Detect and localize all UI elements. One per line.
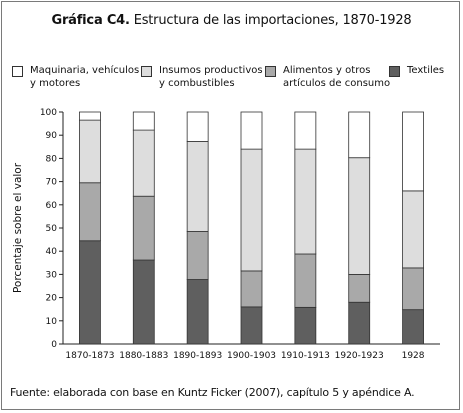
bar-segment-3-1880-1883 — [133, 130, 154, 196]
bar-segment-4-1880-1883 — [133, 112, 154, 130]
y-tick-label: 20 — [45, 293, 57, 304]
bar-segment-1-1910-1913 — [295, 307, 316, 344]
y-tick-label: 50 — [45, 224, 57, 234]
x-tick-label: 1920-1923 — [334, 351, 384, 361]
bar-segment-1-1880-1883 — [133, 260, 154, 344]
bar-segment-3-1890-1893 — [187, 141, 208, 231]
bar-segment-3-1900-1903 — [241, 149, 262, 271]
y-tick-label: 70 — [45, 177, 57, 188]
legend-label-maquinaria: Maquinaria, vehículos y motores — [30, 65, 140, 89]
y-axis-label: Porcentaje sobre el valor — [12, 162, 24, 294]
x-tick-label: 1870-1873 — [65, 351, 115, 361]
bar-segment-4-1890-1893 — [187, 112, 208, 141]
y-tick-label: 30 — [45, 270, 57, 281]
y-tick-label: 0 — [51, 340, 57, 350]
bar-segment-3-1870-1873 — [79, 120, 100, 183]
bar-segment-4-1920-1923 — [349, 112, 370, 158]
source-note: Fuente: elaborada con base en Kuntz Ficker (2007), capítulo 5 y apéndice A. — [10, 386, 415, 399]
chart-title-text: Estructura de las importaciones, 1870-1928 — [133, 13, 412, 28]
bar-segment-1-1900-1903 — [241, 307, 262, 344]
bar-segment-1-1870-1873 — [79, 241, 100, 344]
y-tick-label: 40 — [45, 247, 57, 258]
y-tick-label: 60 — [45, 200, 57, 211]
y-tick-label: 80 — [45, 154, 57, 165]
bar-segment-1-1928 — [403, 310, 424, 344]
bar-segment-2-1928 — [403, 268, 424, 310]
bar-segment-3-1928 — [403, 191, 424, 268]
bar-segment-2-1900-1903 — [241, 271, 262, 307]
bar-segment-4-1910-1913 — [295, 112, 316, 149]
x-tick-label: 1890-1893 — [173, 351, 223, 361]
chart-title-prefix: Gráfica C4. — [51, 13, 130, 28]
bar-segment-1-1920-1923 — [349, 302, 370, 344]
x-tick-label: 1880-1883 — [119, 351, 169, 361]
legend-label-alimentos: Alimentos y otros artículos de consumo — [283, 65, 391, 89]
bar-segment-1-1890-1893 — [187, 280, 208, 344]
bar-segment-3-1910-1913 — [295, 149, 316, 254]
y-tick-label: 10 — [45, 316, 57, 327]
bar-segment-2-1920-1923 — [349, 274, 370, 302]
legend-label-textiles: Textiles — [407, 65, 445, 76]
bar-segment-3-1920-1923 — [349, 158, 370, 275]
bar-segment-4-1870-1873 — [79, 112, 100, 120]
bar-segment-4-1928 — [403, 112, 424, 191]
legend-label-insumos: Insumos productivos y combustibles — [159, 65, 263, 89]
bar-segment-4-1900-1903 — [241, 112, 262, 149]
bar-segment-2-1890-1893 — [187, 231, 208, 279]
bar-segment-2-1870-1873 — [79, 183, 100, 241]
x-tick-label: 1900-1903 — [226, 351, 277, 361]
y-tick-label: 90 — [45, 131, 57, 142]
bar-segment-2-1880-1883 — [133, 196, 154, 260]
x-tick-label: 1928 — [401, 351, 425, 361]
y-tick-label: 100 — [39, 108, 57, 118]
x-tick-label: 1910-1913 — [280, 351, 330, 361]
bar-segment-2-1910-1913 — [295, 254, 316, 307]
